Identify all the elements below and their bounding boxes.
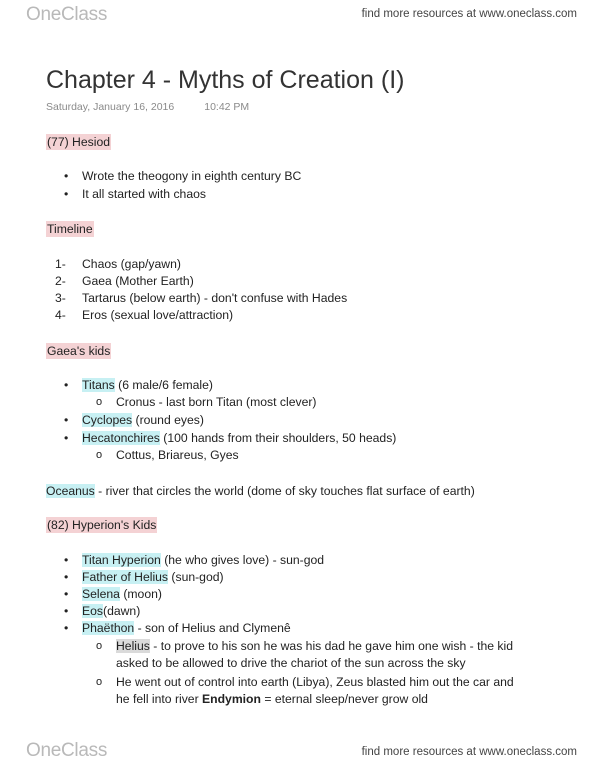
highlight-term: Oceanus — [46, 484, 95, 498]
highlight-term: Titans — [82, 378, 115, 392]
bullet-icon: • — [64, 621, 69, 635]
bullet-icon: • — [64, 553, 69, 567]
highlight-term: Helius — [116, 639, 150, 653]
bullet-icon: • — [64, 378, 69, 392]
date-time — [46, 101, 249, 113]
bullet-icon: • — [64, 413, 69, 427]
highlight-term: Selena — [82, 587, 120, 601]
highlight-term: Eos — [82, 604, 104, 618]
heading-timeline: Timeline — [47, 222, 93, 236]
bullet-icon: • — [64, 169, 69, 183]
sub-bullet-icon: o — [96, 449, 103, 461]
sub-bullet-icon: o — [96, 676, 103, 688]
resources-link[interactable]: find more resources at www.oneclass.com — [361, 746, 577, 758]
sub-bullet-icon: o — [96, 640, 103, 652]
heading-hesiod: (77) Hesiod — [47, 135, 110, 149]
bullet-icon: • — [64, 604, 69, 618]
bold-term: Endymion — [202, 692, 261, 706]
oneclass-logo: OneClass — [26, 740, 108, 761]
highlight-term: Cyclopes — [82, 413, 133, 427]
sub-bullet-icon: o — [96, 396, 103, 408]
page-title: Chapter 4 - Myths of Creation (I) — [46, 66, 405, 94]
highlight-term: Hecatonchires — [82, 431, 160, 445]
highlight-term: Phaëthon — [82, 621, 135, 635]
bullet-icon: • — [64, 187, 69, 201]
oneclass-logo: OneClass — [26, 4, 108, 25]
date-text: Saturday, January 16, 2016 — [46, 101, 175, 113]
bullet-icon: • — [64, 587, 69, 601]
bullet-icon: • — [64, 570, 69, 584]
highlight-term: Father of Helius — [82, 570, 169, 584]
resources-link[interactable]: find more resources at www.oneclass.com — [361, 8, 577, 20]
heading-hyperion-kids: (82) Hyperion's Kids — [47, 518, 157, 532]
highlight-term: Titan Hyperion — [82, 553, 161, 567]
bullet-icon: • — [64, 431, 69, 445]
time-text: 10:42 PM — [204, 101, 250, 113]
heading-gaea-kids: Gaea's kids — [47, 344, 111, 358]
